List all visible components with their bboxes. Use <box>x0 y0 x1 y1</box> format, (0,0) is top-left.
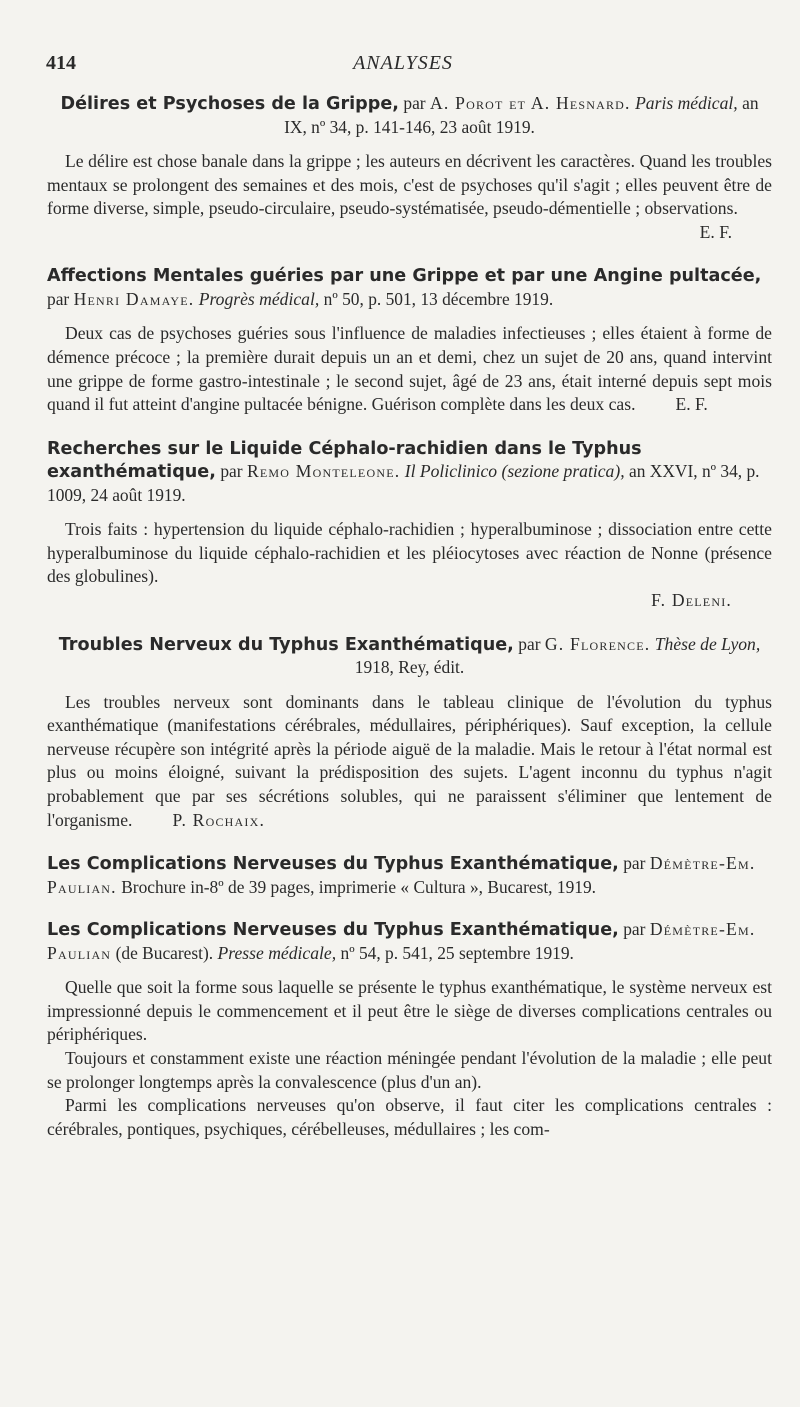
entry-authors: G. Florence. <box>544 633 651 654</box>
entry-authors: Démètre-Em. Paulian. <box>47 853 756 897</box>
page-content <box>47 92 772 1161</box>
entry-journal: Paris médical, <box>635 93 738 113</box>
entry-paragraph <box>47 322 772 416</box>
entry-title: Délires et Psychoses de la Grippe, <box>60 94 399 114</box>
entry-journal: Il Policlinico (sezione pratica), <box>404 461 625 482</box>
entry-body <box>47 976 772 1141</box>
entry-signature: P. Rochaix. <box>172 809 266 830</box>
entry-paragraph-text: Deux cas de psychoses guéries sous l'influence de maladies infectieuses ; elles étaient à forme de démence précoce ; la première durait depuis un an et demi, chez un sujet de 20 ans, quand intervint une grippe de forme gastro-intestinale ; le second sujet, âgé de 23 ans, était interné depuis sept mois quand il fut atteint d'angine pultacée bénigne. Guérison complète dans les deux cas. <box>47 323 772 415</box>
entry-details: 1918, Rey, édit. <box>354 657 465 678</box>
entry-paragraph: Parmi les complications nerveuses qu'on observe, il faut citer les complications centrales : cérébrales, pontiques, psychiques, cérébelleuses, médullaires ; les com- <box>47 1095 772 1139</box>
running-title: ANALYSES <box>353 52 453 74</box>
entry-journal: Thèse de Lyon, <box>654 633 761 654</box>
entry-title: Affections Mentales guéries par une Grippe et par une Angine pultacée, <box>47 266 762 287</box>
entry-details: Brochure in-8º de 39 pages, imprimerie « Cultura », Bucarest, 1919. <box>121 876 597 897</box>
entry-par: par <box>623 919 646 940</box>
entry-paragraph: Le délire est chose banale dans la grippe ; les auteurs en décrivent les caractères. Quand les troubles mentaux se prolongent des semaines et des mois, c'est de psychoses qu'il s'agit ; elles peuvent être de forme diverse, simple, pseudo-circulaire, pseudo-systématisée, pseudo-démentielle ; observations. <box>47 151 772 219</box>
entry-authors-note: (de Bucarest). <box>115 942 214 963</box>
running-header <box>46 52 760 78</box>
entry-authors: Remo Monteleone. <box>246 461 401 482</box>
entry-par: par <box>220 461 243 482</box>
entry-body <box>47 518 772 612</box>
entry-heading <box>47 633 772 679</box>
entry-paragraph: Quelle que soit la forme sous laquelle se présente le typhus exanthématique, le système nerveux est impressionné depuis le commencement et il peut être le siège de diverses complications centrales ou périphériques. <box>47 977 772 1045</box>
entry-title: Les Complications Nerveuses du Typhus Exanthématique, <box>47 920 619 941</box>
entry-paragraph: Trois faits : hypertension du liquide céphalo-rachidien ; hyperalbuminose ; dissociation entre cette hyperalbuminose du liquide céphalo-rachidien et les pléiocytoses avec réaction de Nonne (présence des globulines). <box>47 519 772 587</box>
review-entry <box>47 437 772 613</box>
entry-details: an IX, nº 34, p. 141-146, 23 août 1919. <box>284 93 759 137</box>
entry-heading <box>47 852 772 898</box>
entry-heading <box>47 437 772 507</box>
entry-details: nº 50, p. 501, 13 décembre 1919. <box>323 288 554 309</box>
entry-body <box>47 150 772 244</box>
review-entry <box>47 264 772 416</box>
entry-heading <box>47 92 772 138</box>
entry-par: par <box>47 288 70 309</box>
entry-authors: A. Porot et A. Hesnard. <box>430 93 631 113</box>
entry-signature: E. F. <box>675 394 708 415</box>
entry-par: par <box>623 853 646 874</box>
entry-authors: Henri Damaye. <box>73 288 195 309</box>
entry-journal: Presse médicale, <box>217 942 337 963</box>
page-number: 414 <box>46 52 76 74</box>
entry-body <box>47 322 772 416</box>
entry-title: Les Complications Nerveuses du Typhus Exanthématique, <box>47 854 619 875</box>
review-entry <box>47 918 772 1141</box>
entry-signature: E. F. <box>699 221 732 242</box>
entry-body <box>47 691 772 833</box>
entry-title: Recherches sur le Liquide Céphalo-rachidien dans le Typhus exanthématique, <box>47 438 642 483</box>
entry-details: nº 54, p. 541, 25 septembre 1919. <box>340 942 574 963</box>
entry-paragraph <box>47 691 772 833</box>
entry-authors: Démètre-Em. Paulian <box>47 919 756 963</box>
entry-signature: F. Deleni. <box>651 590 732 611</box>
entry-heading <box>47 918 772 964</box>
entry-details: an XXVI, nº 34, p. 1009, 24 août 1919. <box>47 461 760 505</box>
review-entry <box>47 92 772 244</box>
entry-par: par <box>518 633 541 654</box>
entry-paragraph: Toujours et constamment existe une réaction méningée pendant l'évolution de la maladie ; elle peut se prolonger longtemps après la convalescence (plus d'un an). <box>47 1047 772 1092</box>
review-entry <box>47 633 772 833</box>
entry-title: Troubles Nerveux du Typhus Exanthématique, <box>58 634 514 655</box>
review-entry <box>47 852 772 898</box>
entry-paragraph-text: Les troubles nerveux sont dominants dans le tableau clinique de l'évolution du typhus exanthématique (manifestations cérébrales, médullaires, périphériques). Sauf exception, la cellule nerveuse récupère son intégrité après la période aiguë de la maladie. Mais le retour à l'état normal est plus ou moins éloigné, suivant la prédisposition des sujets. L'agent inconnu du typhus n'agit probablement que par ses sécrétions solubles, qui ne paraissent s'éliminer que lentement de l'organisme. <box>47 691 772 830</box>
entry-journal: Progrès médical, <box>198 288 320 309</box>
entry-par: par <box>403 93 426 113</box>
entry-heading <box>47 264 772 310</box>
